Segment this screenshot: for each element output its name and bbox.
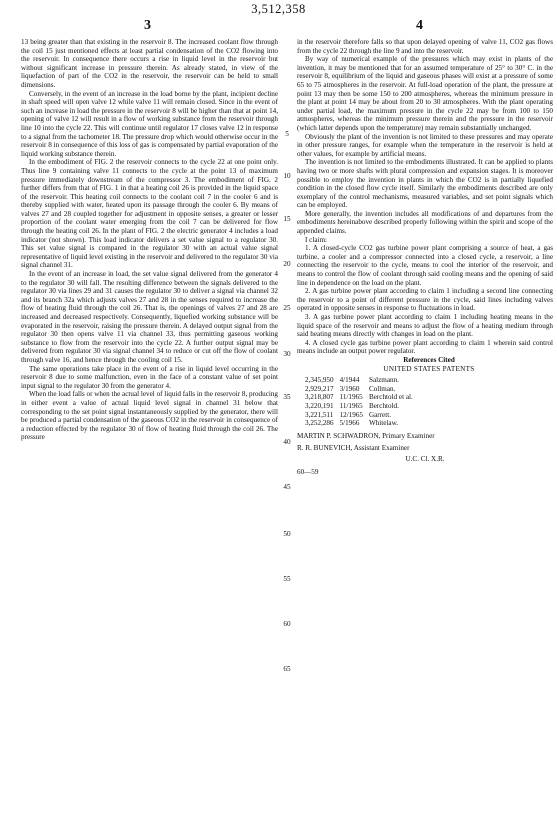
ref-number: 2,345,950	[305, 376, 334, 385]
reference-row	[305, 402, 419, 411]
line-number: 50	[283, 530, 291, 538]
reference-row	[305, 385, 419, 394]
claim: 2. A gas turbine power plant according to claim 1 including a second line connecting the reservoir to a point of different pressure in the cycle, said lines including valves operated in opposite senses in response to fluctuations in load.	[297, 287, 553, 313]
us-cl-value: 60—59	[297, 467, 319, 476]
left-column-number: 3	[144, 18, 151, 33]
reference-row	[305, 419, 419, 428]
ref-number: 2,929,217	[305, 384, 334, 393]
right-column-number: 4	[416, 18, 423, 33]
line-number: 40	[283, 438, 291, 446]
paragraph: Obviously the plant of the invention is not limited to these pressures and may operate in other pressure ranges, for example when the temperature in the reservoir is held at other values, for example by artificial means.	[297, 132, 553, 158]
claim: 1. A closed-cycle CO2 gas turbine power plant comprising a source of heat, a gas turbine, a cooler and a compressor connected into a closed cycle, a reservoir, a line connecting the reservoir to the cycle, means to cool the interior of the reservoir, and means to control the flow of coolant through said cooling means and the opening of said line in dependence on the load on the plant.	[297, 244, 553, 287]
claims-intro: I claim:	[305, 235, 328, 244]
reference-row	[305, 393, 419, 402]
ref-inventor: Berchtold.	[368, 401, 399, 410]
references-table	[305, 376, 419, 428]
ref-date: 5/1966	[339, 419, 360, 428]
ref-date: 11/1965	[339, 393, 363, 402]
paragraph: in the reservoir therefore falls so that upon delayed opening of valve 11, CO2 gas flows from the cycle 22 through the line 9 and into the reservoir.	[297, 38, 553, 55]
line-number: 55	[283, 575, 291, 583]
references-title: References Cited	[403, 355, 455, 364]
ref-inventor: Whitelaw.	[368, 419, 399, 428]
line-number: 5	[285, 130, 289, 138]
references-subtitle: UNITED STATES PATENTS	[383, 364, 475, 373]
ref-inventor: Salzmann.	[368, 376, 399, 385]
paragraph: In the embodiment of FIG. 2 the reservoir connects to the cycle 22 at one point only. Thus line 9 containing valve 11 connects to the cycle at the point 13 of maximum pressure immediately downstream of the compressor 3. The embodiment of FIG. 2 further differs from that of FIG. 1 in that a heating coil 26 is provided in the liquid space of the reservoir. This heating coil connects to the coolant coil 7 in the cooler 6 and is thereby supplied with water, heated upon its passage through the cooler 6. By means of valves 27 and 28 coupled together for adjustment in opposite senses, a greater or lesser proportion of the coolant water emerging from the coil 7 can be delivered for flow through the heating coil 26. In the plant of FIG. 2 the electric generator 4 includes a load indicator (not shown). This load indicator delivers a set value signal to a regulator 30. This set value signal is compared in the regulator 30 with an actual value signal representative of liquid level existing in the reservoir and delivered to the regulator 30 via signal channel 31.	[21, 158, 278, 270]
line-number: 20	[283, 260, 291, 268]
ref-date: 12/1965	[339, 410, 363, 419]
line-number: 10	[283, 172, 291, 180]
paragraph: When the load falls or when the actual level of liquid falls in the reservoir 8, producing in either event a value of actual liquid level signal in channel 31 below that corresponding to the set point signal instantaneously supplied by the generator, there will be produced a partial condensation of the gaseous CO2 in the reservoir in consequence of a reduction effected by the regulator 30 of flow of heating fluid through the coil 26. The pressure	[21, 390, 278, 442]
line-number: 15	[283, 215, 291, 223]
claim: 3. A gas turbine power plant according to claim 1 including heating means in the liquid space of the reservoir and means to adjust the flow of a heating medium through said heating means directly with changes in load on the plant.	[297, 313, 553, 339]
reference-row	[305, 411, 419, 420]
ref-number: 3,220,191	[305, 401, 334, 410]
claim: 4. A closed cycle gas turbine power plant according to claim 1 wherein said control means include an output power regulator.	[297, 338, 553, 356]
ref-inventor: Berchtold et al.	[368, 393, 413, 402]
patent-number: 3,512,358	[251, 2, 306, 16]
ref-inventor: Garrett.	[368, 410, 391, 419]
paragraph: In the event of an increase in load, the set value signal delivered from the generator 4 to the regulator 30 will fall. The resulting difference between the signals delivered to the regulator 30 via lines 29 and 31 causes the regulator 30 to deliver a signal via channel 32 and its branch 32a which adjusts valves 27 and 28 in the senses required to increase the flow of heating fluid through the coil 26. That is, the openings of valves 27 and 28 are increased and decreased respectively. Consequently, liquefied working substance will be evaporated in the reservoir, raising the pressure therein. A delayed output signal from the regulator 30 then opens valve 11 via channel 33, thus permitting gaseous working substance to flow from the reservoir into the cycle 22. A further output signal may be delivered from regulator 30 via signal channel 34 to reduce or cut off the flow of coolant through valve 16, and hence through the cooling coil 15.	[21, 270, 278, 364]
ref-number: 3,218,807	[305, 393, 334, 402]
paragraph: By way of numerical example of the pressures which may exist in plants of the invention, it may be mentioned that for an assumed temperature of 25° to 30° C. in the reservoir 8, equilibrium of the liquid and gaseous phases will exist at a pressure of some 65 to 75 atmospheres in the reservoir. At full-load operation of the plant, the pressure at point 13 may then be some 150 to 200 atmospheres, whereas the minimum pressure in the plant at point 14 may be about from 20 to 30 atmospheres. With the plant operating under partial load, the maximum pressure in the cycle 22 may be from 100 to 150 atmospheres, whereas the minimum pressure therein and the pressure in the reservoir (which latter depends upon the temperature) may remain substantially unchanged.	[297, 55, 553, 132]
right-column	[297, 38, 553, 476]
line-number: 30	[283, 350, 291, 358]
assistant-examiner: R. R. BUNEVICH, Assistant Examiner	[297, 444, 410, 453]
paragraph: Conversely, in the event of an increase in the load borne by the plant, incipient decline in shaft speed will open valve 12 while valve 11 will remain closed. Since in the event of such an increase in load the pressure in the reservoir 8 will be higher than that at point 14, opening of valve 12 will result in a flow of working substance from the reservoir through line 10 into the cycle 22. This will continue until regulator 17 closes valve 12 in response to a signal from the tachometer 18. The pressure drop which would otherwise occur in the reservoir 8 in consequence of this loss of gas is compensated by partial evaporation of the liquid working substance therein.	[21, 89, 278, 158]
paragraph: The invention is not limited to the embodiments illustrated. It can be applied to plants having two or more shafts with plural compression and expansion stages. It is moreover possible to employ the invention in plants in which the CO2 is in partially liquefied condition in the closed flow cycle itself. Similarly the embodiments described are only exemplary of the control mechanisms, measured variables, and set point signals which can be employed.	[297, 158, 553, 210]
ref-date: 3/1960	[339, 384, 360, 393]
line-number: 25	[283, 304, 291, 312]
ref-date: 11/1965	[339, 401, 363, 410]
line-number: 60	[283, 620, 291, 628]
us-cl-title: U.C. Cl. X.R.	[405, 454, 445, 463]
primary-examiner: MARTIN P. SCHWADRON, Primary Examiner	[297, 431, 435, 440]
ref-inventor: Collman.	[368, 384, 396, 393]
ref-date: 4/1944	[339, 376, 360, 385]
line-number: 45	[283, 483, 291, 491]
ref-number: 3,221,511	[305, 410, 334, 419]
reference-row	[305, 376, 419, 385]
line-number: 65	[283, 665, 291, 673]
line-number: 35	[283, 393, 291, 401]
paragraph: 13 being greater than that existing in the reservoir 8. The increased coolant flow through the coil 15 just mentioned effects at least partial condensation of the CO2 flowing into the reservoir. In consequence there occurs a rise in liquid level in the reservoir but without significant increase in pressure therein. As already stated, in view of the liquefaction of part of the CO2 in the reservoir, the reservoir can be held to small dimensions.	[21, 38, 278, 89]
ref-number: 3,252,286	[305, 419, 334, 428]
paragraph: More generally, the invention includes all modifications of and departures from the embodiments hereinabove described properly following within the spirit and scope of the appended claims.	[297, 209, 553, 236]
paragraph: The same operations take place in the event of a rise in liquid level occurring in the reservoir 8 due to some malfunction, even in the face of a constant value of set point input signal to the regulator 30 from the generator 4.	[21, 364, 278, 390]
left-column	[21, 38, 278, 442]
